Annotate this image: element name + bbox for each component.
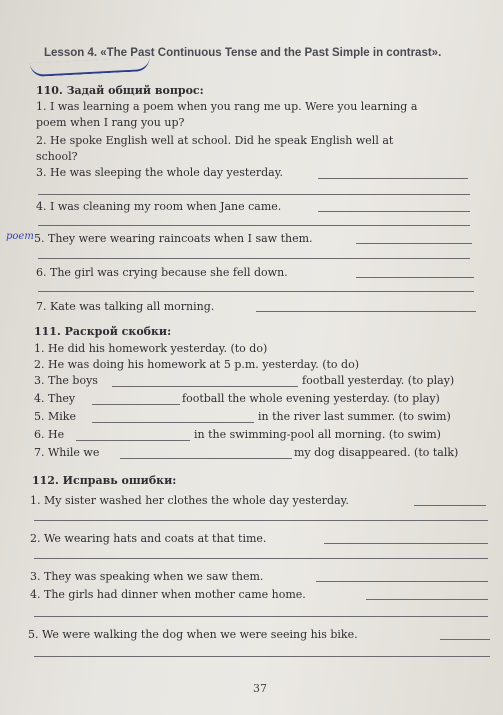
ex111-item-7-end: my dog disappeared. (to talk)	[294, 446, 459, 459]
ex111-item-4-start: 4. They	[34, 392, 76, 405]
ex111-item-6-end: in the swimming-pool all morning. (to swim)	[194, 428, 441, 441]
answer-line	[38, 194, 470, 195]
answer-line	[38, 225, 470, 226]
ex110-item-2a: 2. He spoke English well at school. Did he speak English well at	[36, 134, 394, 147]
answer-line	[34, 656, 490, 657]
ex111-item-7-start: 7. While we	[34, 446, 100, 459]
ex112-item-1: 1. My sister washed her clothes the whole day yesterday.	[30, 494, 349, 507]
answer-line	[316, 581, 488, 582]
answer-line	[414, 505, 486, 506]
ex111-header: 111. Раскрой скобки:	[34, 325, 172, 338]
answer-line	[440, 639, 490, 640]
lesson-title: Lesson 4. «The Past Continuous Tense and the Past Simple in contrast».	[44, 47, 442, 59]
answer-line	[356, 243, 472, 244]
ex110-item-3: 3. He was sleeping the whole day yesterday.	[36, 166, 283, 179]
answer-line	[38, 291, 474, 292]
ex111-item-2: 2. He was doing his homework at 5 p.m. yesterday. (to do)	[34, 358, 359, 371]
ex110-item-2b: school?	[36, 150, 78, 163]
answer-line	[318, 211, 470, 212]
answer-line	[112, 386, 298, 387]
ex110-item-1a: 1. I was learning a poem when you rang me up. Were you learning a	[36, 100, 418, 113]
handwritten-note: poem	[6, 231, 34, 242]
ex111-item-5-end: in the river last summer. (to swim)	[258, 410, 451, 423]
ex111-item-5-start: 5. Mike	[34, 410, 76, 423]
ex110-header: 110. Задай общий вопрос:	[36, 84, 204, 97]
ex111-item-6-start: 6. He	[34, 428, 65, 441]
answer-line	[366, 599, 488, 600]
answer-line	[318, 178, 468, 179]
answer-line	[76, 440, 190, 441]
answer-line	[324, 543, 488, 544]
page-number: 37	[253, 682, 267, 695]
ex111-item-3-end: football yesterday. (to play)	[302, 374, 455, 387]
answer-line	[34, 558, 488, 559]
answer-line	[92, 422, 254, 423]
answer-line	[34, 520, 488, 521]
answer-line	[92, 404, 180, 405]
ex111-item-4-end: football the whole evening yesterday. (to play)	[182, 392, 440, 405]
ex112-item-5: 5. We were walking the dog when we were seeing his bike.	[28, 628, 358, 641]
ex110-item-7: 7. Kate was talking all morning.	[36, 300, 215, 313]
answer-line	[38, 258, 470, 259]
answer-line	[34, 616, 488, 617]
ex112-item-2: 2. We wearing hats and coats at that time.	[30, 532, 267, 545]
ex111-item-1: 1. He did his homework yesterday. (to do)	[34, 342, 268, 355]
ex110-item-4: 4. I was cleaning my room when Jane came.	[36, 200, 282, 213]
ex110-item-1b: poem when I rang you up?	[36, 116, 185, 129]
ex111-item-3-start: 3. The boys	[34, 374, 98, 387]
ex112-header: 112. Исправь ошибки:	[32, 474, 177, 487]
ex110-item-6: 6. The girl was crying because she fell down.	[36, 266, 288, 279]
answer-line	[256, 311, 476, 312]
ex110-item-5: 5. They were wearing raincoats when I saw them.	[34, 232, 313, 245]
answer-line	[120, 458, 292, 459]
ex112-item-3: 3. They was speaking when we saw them.	[30, 570, 264, 583]
answer-line	[356, 277, 474, 278]
ex112-item-4: 4. The girls had dinner when mother came home.	[30, 588, 306, 601]
